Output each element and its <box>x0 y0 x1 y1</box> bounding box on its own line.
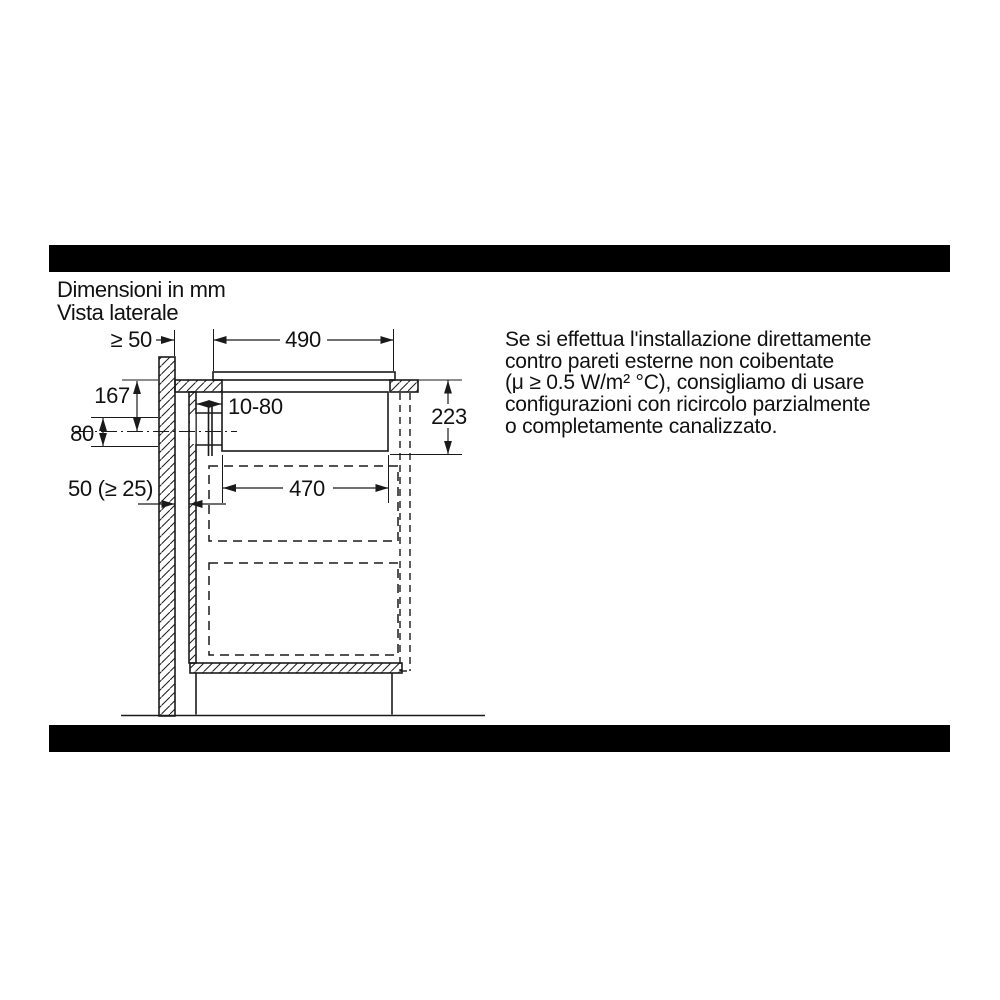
bottom-divider-bar <box>49 725 950 752</box>
view-label: Vista laterale <box>57 299 179 325</box>
note-line: contro pareti esterne non coibentate <box>505 349 835 373</box>
dim-side-panel-gap <box>68 476 226 504</box>
hob-glass-top <box>213 372 395 380</box>
note-line: Se si effettua l'installazione direttamente <box>505 328 872 351</box>
dim-hob-width <box>214 327 394 371</box>
top-divider-bar <box>49 245 950 272</box>
units-label: Dimensioni in mm <box>57 277 226 302</box>
plinth <box>196 673 392 715</box>
worktop-left <box>175 380 222 392</box>
panel-duct-passage <box>190 414 196 444</box>
dim-label: 50 (≥ 25) <box>68 476 154 501</box>
dim-label: ≥ 50 <box>110 327 152 352</box>
dim-outlet-offset-height <box>94 380 158 431</box>
dim-label: 167 <box>94 383 130 408</box>
note-line: (μ ≥ 0.5 W/m² °C), consigliamo di usare <box>505 371 865 395</box>
dim-label: 80 <box>70 421 94 446</box>
dim-label: 470 <box>289 476 325 501</box>
recirculation-space-lower <box>209 563 398 655</box>
note-line: configurazioni con ricircolo parzialmente <box>505 393 871 417</box>
air-channel-dashed <box>400 393 410 671</box>
worktop-right <box>390 380 418 392</box>
cabinet-bottom-shelf <box>190 663 402 673</box>
dim-label: 223 <box>431 404 467 429</box>
dim-rear-gap-range <box>197 394 283 419</box>
dim-niche-width <box>223 455 389 503</box>
dim-label: 490 <box>285 327 321 352</box>
wall-section <box>159 357 175 716</box>
dim-min-wall-clearance <box>111 327 175 356</box>
note-line: o completamente canalizzato. <box>505 414 778 438</box>
dim-label: 10-80 <box>228 394 283 419</box>
duct-outlet <box>196 405 222 456</box>
